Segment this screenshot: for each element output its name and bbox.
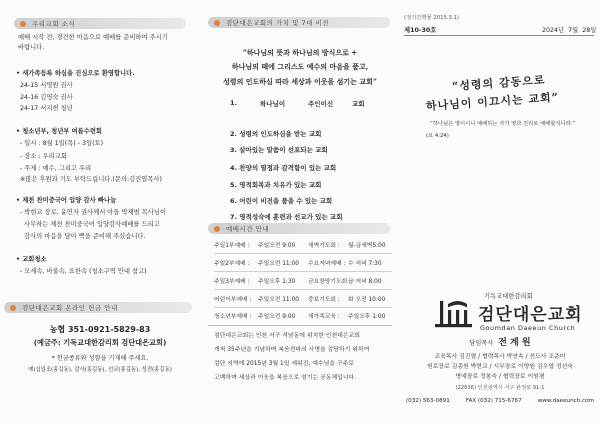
news-item: 24-15 서영원 권사 <box>20 82 73 89</box>
bank-account: 농협 351-0921-5829-83 <box>49 325 151 334</box>
header-rule <box>404 35 594 36</box>
bullet-dot-icon <box>10 305 16 311</box>
bullet-dot-icon <box>214 226 220 232</box>
online-offering-title: 검단대은교회 온라인 헌금 안내 <box>22 304 118 312</box>
subverse: “하나님은 영이시니 예배하는 자가 영과 진리로 예배할지니라.” <box>430 121 576 127</box>
news-item: ※많은 후원과 기도 부탁드립니다.(문의:김진열목사) <box>20 176 162 183</box>
offering-note: * 헌금종류와 성함을 기재해 주세요. <box>51 355 149 362</box>
news-item: - 박현교 장로, 윤연자 권사께서 아들 박재범 목사님이 <box>20 209 167 216</box>
news-item: 사무하는 제천 찬미중국어 입양감사예배를 드리고 <box>24 221 160 228</box>
church-name: 검단대은교회 <box>478 305 583 325</box>
core-value-word: 교회 <box>352 100 365 108</box>
vision-header-title: 검단대은교회의 가치 및 7대 비전 <box>226 19 330 27</box>
church-intro-line: 검단대은교회는 인천 서구 석남동에 위치한 인천대은교회 <box>214 333 360 339</box>
news-item: 24-16 김영숙 권사 <box>20 94 73 101</box>
vision-motto-line: 성령의 인도하심 따라 세상과 이웃을 섬기는 교회” <box>223 77 377 86</box>
fax-number: FAX (032) 715-6767 <box>465 398 522 404</box>
vision-goal: 4. 찬양의 열정과 감격함이 있는 교회 <box>230 164 337 172</box>
bullet-dot-icon <box>20 21 26 27</box>
news-header-title: 우리교회 소식 <box>32 20 76 28</box>
news-item-heading: • 청소년부, 청년부 여름수련회 <box>16 128 102 135</box>
website-link[interactable]: www.daeeunch.com <box>537 398 594 404</box>
news-header <box>14 18 186 29</box>
core-value-number: 1. <box>230 99 237 107</box>
church-address: (22636) 인천광역시 서구 완정로 91-1 <box>455 385 545 391</box>
news-item: 감사의 마음을 담아 빡을 준비해 주셨습니다. <box>24 233 146 240</box>
church-intro-line: 검단 지역에 2015년 3월 1일 세워진, 예수님을 구주로 <box>214 361 354 367</box>
vision-goal: 6. 어린이 비전을 품을 수 있는 교회 <box>230 197 333 205</box>
issue-number: 제10-30호 <box>404 27 437 34</box>
bulletin-date: 2024년 7월 28일 <box>542 27 597 34</box>
news-item-heading: • 교회청소 <box>16 256 47 263</box>
news-item: - 장소 : 우리교회 <box>20 153 67 160</box>
logo-mark-icon <box>434 299 474 329</box>
church-name-english: Goumdan Daeeun Church <box>480 324 576 332</box>
news-intro-line: 바랍니다. <box>18 44 45 51</box>
registration-info: (정기간행물 2015.3.1) <box>404 15 459 21</box>
section-divider <box>208 325 392 326</box>
vision-motto-line: “하나님의 뜻과 하나님의 방식으로 + <box>242 48 358 57</box>
pastor-name: 전 계 원 <box>498 338 531 348</box>
row-divider <box>214 253 392 254</box>
news-item-heading: • 새가족등록 하심을 진심으로 환영합니다. <box>16 70 135 77</box>
news-item: 24-17 서지헌 청년 <box>20 105 73 112</box>
news-item: - 일시 : 8월 1일(목) - 3일(토) <box>20 140 104 147</box>
senior-pastor <box>400 335 600 348</box>
worship-header-title: 예배시간 안내 <box>226 225 270 233</box>
denomination: 기독교대한감리회 <box>484 293 533 300</box>
staff-line: 원로장로 김종원 박현교 / 시무장로 이양원 김우엽 정선숙 <box>427 364 573 370</box>
news-column <box>0 0 200 424</box>
core-value-word: 하나님이 <box>260 100 286 108</box>
vision-motto-line: 하나님의 때에 그리스도 예수의 마음을 품고, <box>231 62 369 71</box>
church-logo <box>434 299 474 331</box>
cover-column <box>400 0 600 424</box>
online-offering-header <box>4 302 192 313</box>
news-intro-line: 예배 시작 전, 경건한 마음으로 예배를 준비하여 주시기 <box>18 34 168 41</box>
church-intro-line: 개척 35주년을 기념하며 복음전파의 사명을 감당하기 위하여 <box>214 347 370 353</box>
news-item-heading: • 제천 찬미중국어 입양 감사 빠나눔 <box>16 197 117 204</box>
row-divider <box>214 307 392 308</box>
church-intro-line: 고백하며 세상과 이웃을 복음으로 섬기는 공동체입니다. <box>214 375 357 381</box>
contact-info <box>406 398 594 404</box>
bullet-dot-icon <box>214 20 220 26</box>
row-divider <box>214 289 392 290</box>
staff-line: 명예장로 정봉숙 / 협력장로 이원평 <box>455 374 545 380</box>
vision-header <box>208 17 390 28</box>
subverse-reference: (요 4:24) <box>426 133 449 139</box>
core-value-word: 주인이신 <box>308 100 334 108</box>
theme-verse-line: 하나님이 이끄시는 교회” <box>425 90 560 113</box>
vision-column: 검단대은교회의 가치 및 7대 비전 “하나님의 뜻과 하나님의 방식으로 + 하나님의 때에 그리스도 예수의 마음을 품고, 성령의 인도하심 따라 세상과 이웃을 섬기는 교회” 1. 하나님이 주인이신 교회 2. 성령의 인도하심을 받는 교회 3. 살아있는 말씀이 선포되는 교회 4. 찬양의 열정과 감격함이 있는 교회 5. 영적회복과 치유가 있는 교회 6. 어린이 비전을 품을 수 있는 교회 7. 영적성숙에 훈련과 선교가 있는 교회 예배시간 안내 주일1부예배 : 주일오전 9:00 새벽기도회 : 월-금새벽5:00 주일2부예배 : 주일오전 11:00 수요저녁예배 : 수 저녁 7:30 주일3부예배 : 주일오후 1:30 금요찬양기도회 : 금 저녁 8:00 어린이부예배 : 주일오전 11:00 중보기도회 : 화 오전 10:00 청소년부예배 : 주일오전 9:00 새가족교육 : 주일오후 1:00 검단대은교회는 인천 서구 석남동에 위치한 인천대은교회 개척 35주년을 기념하며 복음전파의 사명을 감당하기 위하여 검단 지역에 2015년 3월 1일 세워진, 예수님을 구주로 고백하며 세상과 이웃을 복음으로 섬기는 공동체입니다. <box>200 0 400 424</box>
news-item: - 모세속, 바울속, 요한속 (청소구역 안내 참고) <box>20 268 147 275</box>
theme-verse-line: “성령의 감동으로 <box>451 73 546 93</box>
vision-goal: 3. 살아있는 말씀이 선포되는 교회 <box>230 146 328 154</box>
phone-number: (032) 563-0891 <box>406 398 450 404</box>
row-divider <box>214 271 392 272</box>
news-item: - 주제 : 예수, 그리고 우리 <box>20 165 92 172</box>
worship-header <box>208 223 390 234</box>
vision-goal: 7. 영적성숙에 훈련과 선교가 있는 교회 <box>230 213 343 221</box>
vision-goal: 5. 영적회복과 치유가 있는 교회 <box>230 181 322 189</box>
staff-line: 교육목사 김진열 / 협력목사 박연속 / 전도사 조준미 <box>434 354 566 360</box>
pastor-label: 담임목사 <box>469 340 494 347</box>
vision-goal: 2. 성령의 인도하심을 받는 교회 <box>230 130 322 138</box>
offering-example: 예)십일조(홍길동), 감사(홍길동), 선교(홍길동), 성전(홍길동) <box>28 367 172 373</box>
account-holder: (예금주: 기독교대한감리회 검단대은교회) <box>33 338 167 347</box>
